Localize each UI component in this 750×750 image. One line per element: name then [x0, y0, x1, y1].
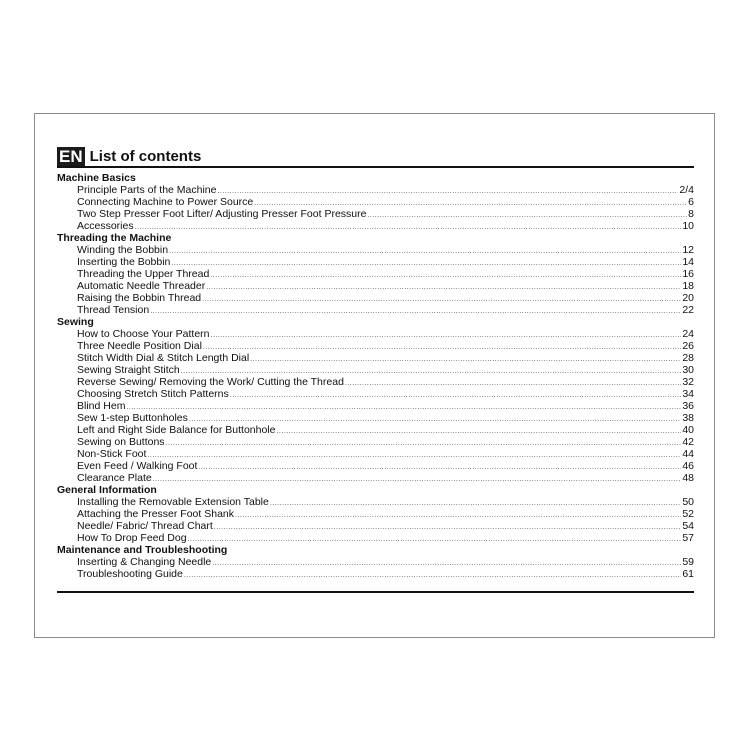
- entry-page-number: 57: [682, 532, 694, 544]
- entry-page-number: 50: [682, 496, 694, 508]
- toc-entry[interactable]: [57, 412, 694, 424]
- toc-entry[interactable]: [57, 388, 694, 400]
- dot-leader: [198, 462, 681, 474]
- entry-page-number: 59: [682, 556, 694, 568]
- entry-label: Sewing on Buttons: [77, 436, 165, 448]
- entry-page-number: 16: [682, 268, 694, 280]
- toc-entry[interactable]: [57, 352, 694, 364]
- entry-label: Winding the Bobbin: [77, 244, 169, 256]
- entry-label: How to Choose Your Pattern: [77, 328, 210, 340]
- entry-label: Left and Right Side Balance for Buttonhole: [77, 424, 276, 436]
- toc-entry[interactable]: [57, 244, 694, 256]
- entry-label: Sewing Straight Stitch: [77, 364, 180, 376]
- entry-label: Three Needle Position Dial: [77, 340, 202, 352]
- entry-page-number: 54: [682, 520, 694, 532]
- entry-page-number: 30: [682, 364, 694, 376]
- dot-leader: [150, 306, 681, 318]
- entry-label: Installing the Removable Extension Table: [77, 496, 269, 508]
- dot-leader: [212, 558, 681, 570]
- toc-entry[interactable]: [57, 268, 694, 280]
- entry-label: Non-Stick Foot: [77, 448, 147, 460]
- toc-entry[interactable]: [57, 556, 694, 568]
- entry-page-number: 24: [682, 328, 694, 340]
- entry-label: Raising the Bobbin Thread: [77, 292, 202, 304]
- entry-page-number: 28: [682, 352, 694, 364]
- toc-entry[interactable]: [57, 376, 694, 388]
- entry-page-number: 48: [682, 472, 694, 484]
- dot-leader: [184, 570, 681, 582]
- toc-entry[interactable]: [57, 256, 694, 268]
- entry-page-number: 46: [682, 460, 694, 472]
- dot-leader: [270, 498, 681, 510]
- dot-leader: [166, 438, 682, 450]
- entry-page-number: 14: [682, 256, 694, 268]
- entry-label: Accessories: [77, 220, 134, 232]
- entry-page-number: 61: [682, 568, 694, 580]
- toc-entry[interactable]: [57, 436, 694, 448]
- page-title: List of contents: [89, 148, 202, 165]
- dot-leader: [147, 450, 681, 462]
- entry-label: How To Drop Feed Dog: [77, 532, 187, 544]
- dot-leader: [345, 378, 681, 390]
- section-title: Threading the Machine: [57, 232, 172, 244]
- dot-leader: [210, 270, 681, 282]
- header-divider: [57, 166, 694, 168]
- dot-leader: [188, 534, 682, 546]
- entry-page-number: 22: [682, 304, 694, 316]
- section-title: General Information: [57, 484, 157, 496]
- entry-label: Sew 1-step Buttonholes: [77, 412, 188, 424]
- toc-entry[interactable]: [57, 292, 694, 304]
- dot-leader: [203, 342, 681, 354]
- entry-page-number: 38: [682, 412, 694, 424]
- toc-entry[interactable]: [57, 424, 694, 436]
- entry-page-number: 8: [688, 208, 694, 220]
- dot-leader: [217, 186, 678, 198]
- dot-leader: [169, 246, 681, 258]
- entry-page-number: 34: [682, 388, 694, 400]
- entry-label: Connecting Machine to Power Source: [77, 196, 254, 208]
- entry-page-number: 2/4: [679, 184, 694, 196]
- entry-label: Choosing Stretch Stitch Patterns: [77, 388, 229, 400]
- toc-entry[interactable]: [57, 520, 694, 532]
- dot-leader: [214, 522, 682, 534]
- toc-entry[interactable]: [57, 208, 694, 220]
- toc-entry[interactable]: [57, 184, 694, 196]
- entry-page-number: 10: [682, 220, 694, 232]
- entry-page-number: 12: [682, 244, 694, 256]
- dot-leader: [153, 474, 682, 486]
- toc-entry[interactable]: [57, 304, 694, 316]
- entry-label: Two Step Presser Foot Lifter/ Adjusting Presser Foot Pressure: [77, 208, 367, 220]
- toc-entry[interactable]: [57, 532, 694, 544]
- dot-leader: [276, 426, 681, 438]
- toc-entry[interactable]: [57, 460, 694, 472]
- entry-page-number: 40: [682, 424, 694, 436]
- toc-entry[interactable]: [57, 496, 694, 508]
- dot-leader: [135, 222, 682, 234]
- toc-entry[interactable]: [57, 220, 694, 232]
- entry-page-number: 6: [688, 196, 694, 208]
- dot-leader: [367, 210, 687, 222]
- entry-label: Thread Tension: [77, 304, 150, 316]
- entry-page-number: 52: [682, 508, 694, 520]
- section-title: Sewing: [57, 316, 94, 328]
- language-badge: EN: [59, 147, 83, 166]
- entry-page-number: 42: [682, 436, 694, 448]
- entry-label: Inserting the Bobbin: [77, 256, 171, 268]
- dot-leader: [230, 390, 682, 402]
- entry-label: Principle Parts of the Machine: [77, 184, 217, 196]
- entry-page-number: 26: [682, 340, 694, 352]
- toc-entry[interactable]: [57, 400, 694, 412]
- section-title: Maintenance and Troubleshooting: [57, 544, 228, 556]
- entry-page-number: 18: [682, 280, 694, 292]
- entry-page-number: 36: [682, 400, 694, 412]
- entry-label: Threading the Upper Thread: [77, 268, 210, 280]
- section-title: Machine Basics: [57, 172, 136, 184]
- toc-entry[interactable]: [57, 328, 694, 340]
- entry-page-number: 44: [682, 448, 694, 460]
- toc-entry[interactable]: [57, 508, 694, 520]
- dot-leader: [171, 258, 681, 270]
- entry-label: Stitch Width Dial & Stitch Length Dial: [77, 352, 250, 364]
- entry-label: Attaching the Presser Foot Shank: [77, 508, 235, 520]
- entry-label: Clearance Plate: [77, 472, 152, 484]
- entry-label: Automatic Needle Threader: [77, 280, 206, 292]
- toc-entry[interactable]: [57, 340, 694, 352]
- entry-label: Blind Hem: [77, 400, 126, 412]
- footer-divider: [57, 591, 694, 593]
- dot-leader: [250, 354, 681, 366]
- dot-leader: [211, 330, 682, 342]
- entry-label: Inserting & Changing Needle: [77, 556, 212, 568]
- dot-leader: [235, 510, 681, 522]
- toc-entry[interactable]: [57, 280, 694, 292]
- dot-leader: [206, 282, 681, 294]
- toc-entry[interactable]: [57, 448, 694, 460]
- toc-entry[interactable]: [57, 472, 694, 484]
- toc-entry[interactable]: [57, 196, 694, 208]
- entry-label: Needle/ Fabric/ Thread Chart: [77, 520, 213, 532]
- toc-entry[interactable]: [57, 568, 694, 580]
- dot-leader: [202, 294, 681, 306]
- entry-page-number: 32: [682, 376, 694, 388]
- toc-header: [57, 145, 694, 167]
- entry-label: Troubleshooting Guide: [77, 568, 183, 580]
- table-of-contents: [57, 172, 694, 580]
- entry-page-number: 20: [682, 292, 694, 304]
- dot-leader: [126, 402, 681, 414]
- toc-entry[interactable]: [57, 364, 694, 376]
- entry-label: Even Feed / Walking Foot: [77, 460, 198, 472]
- entry-label: Reverse Sewing/ Removing the Work/ Cutting the Thread: [77, 376, 344, 388]
